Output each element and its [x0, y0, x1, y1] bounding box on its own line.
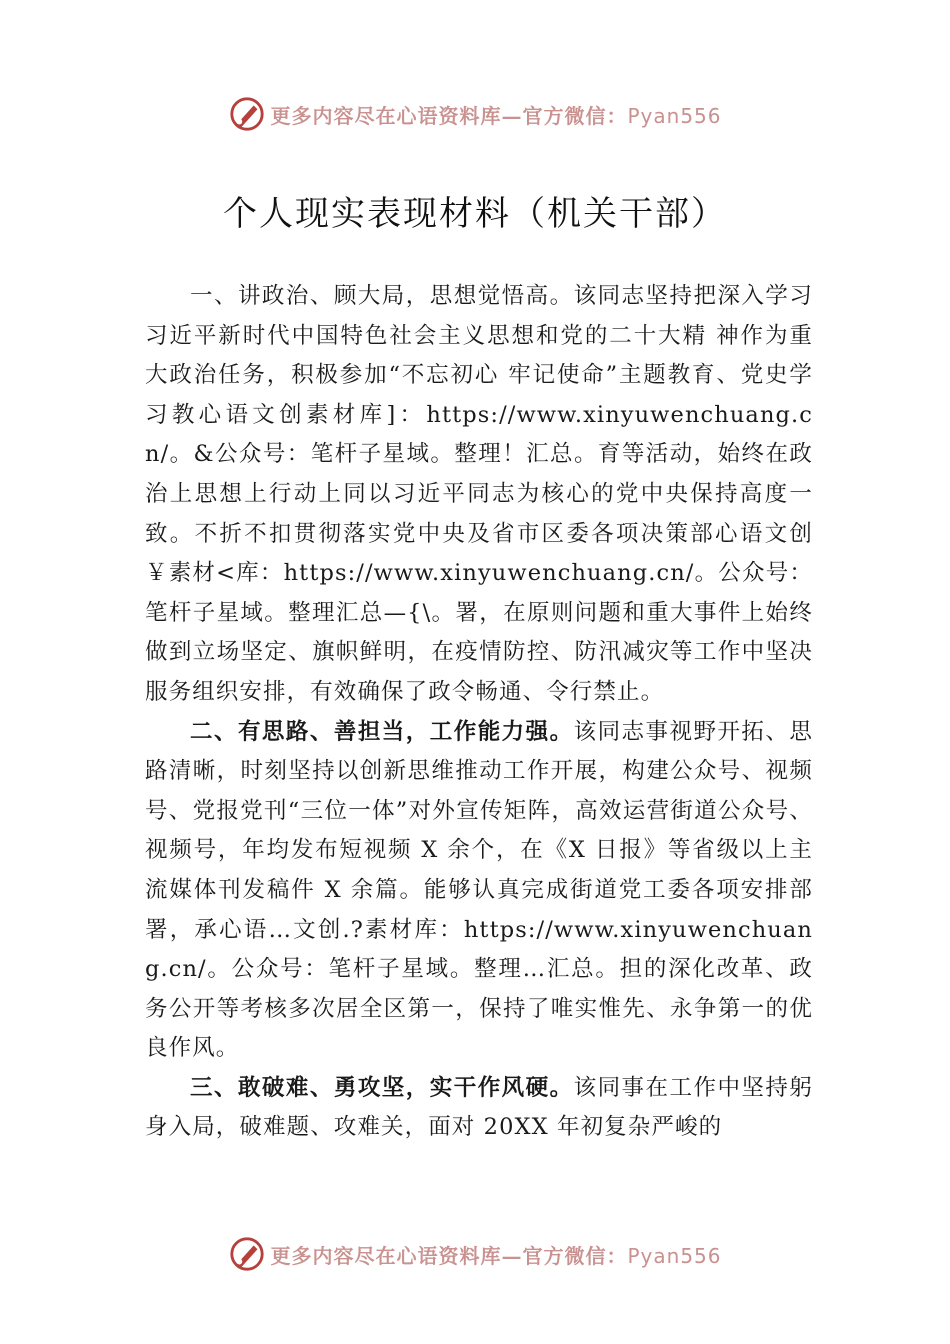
- watermark-text: 更多内容尽在心语资料库—官方微信：Pyan556: [270, 1243, 722, 1268]
- wechat-id: Pyan556: [627, 1243, 722, 1268]
- paragraph-2-text: 该同志事视野开拓、思路清晰，时刻坚持以创新思维推动工作开展，构建公众号、视频号、党报党刊“三位一体”对外宣传矩阵，高效运营街道公众号、视频号，年均发布短视频 X 余个，在《X 日报》等省级以上主流媒体刊发稿件 X 余篇。能够认真完成街道党工委各项安排部署，承心语…文创.?素材库：https://www.xinyuwenchuang.cn/。公众号：笔杆子星域。整理…汇总。担的深化改革、政务公开等考核多次居全区第一，保持了唯实惟先、永争第一的优良作风。: [145, 718, 813, 1062]
- paragraph-2-heading: 二、有思路、善担当，工作能力强。: [190, 718, 574, 745]
- document-title: 个人现实表现材料（机关干部）: [223, 194, 727, 234]
- header-watermark-banner: [0, 92, 950, 136]
- pen-logo-icon: [228, 95, 266, 133]
- pen-logo-icon: [228, 1235, 266, 1273]
- paragraph-2: [145, 713, 813, 1069]
- watermark-text: 更多内容尽在心语资料库—官方微信：Pyan556: [270, 103, 722, 128]
- footer-watermark-banner: [0, 1232, 950, 1276]
- paragraph-1: [145, 277, 813, 713]
- paragraph-3: [145, 1069, 813, 1148]
- document-body: [145, 277, 813, 1148]
- paragraph-1-text: 一、讲政治、顾大局，思想觉悟高。该同志坚持把深入学习习近平新时代中国特色社会主义思想和党的二十大精 神作为重大政治任务，积极参加“不忘初心 牢记使命”主题教育、党史学习教心语文创素材库]：https://www.xinyuwenchuang.cn/。&公众号：笔杆子星域。整理！汇总。育等活动，始终在政治上思想上行动上同以习近平同志为核心的党中央保持高度一致。不折不扣贯彻落实党中央及省市区委各项决策部心语文创￥素材<库：https://www.xinyuwenchuang.cn/。公众号：笔杆子星域。整理汇总—{\。署，在原则问题和重大事件上始终做到立场坚定、旗帜鲜明，在疫情防控、防汛减灾等工作中坚决服务组织安排，有效确保了政令畅通、令行禁止。: [145, 283, 813, 705]
- wechat-id: Pyan556: [627, 103, 722, 128]
- paragraph-3-text: 该同事在工作中坚持躬身入局，破难题、攻难关，面对 20XX 年初复杂严峻的: [145, 1074, 813, 1141]
- paragraph-3-heading: 三、敢破难、勇攻坚，实干作风硬。: [190, 1074, 574, 1101]
